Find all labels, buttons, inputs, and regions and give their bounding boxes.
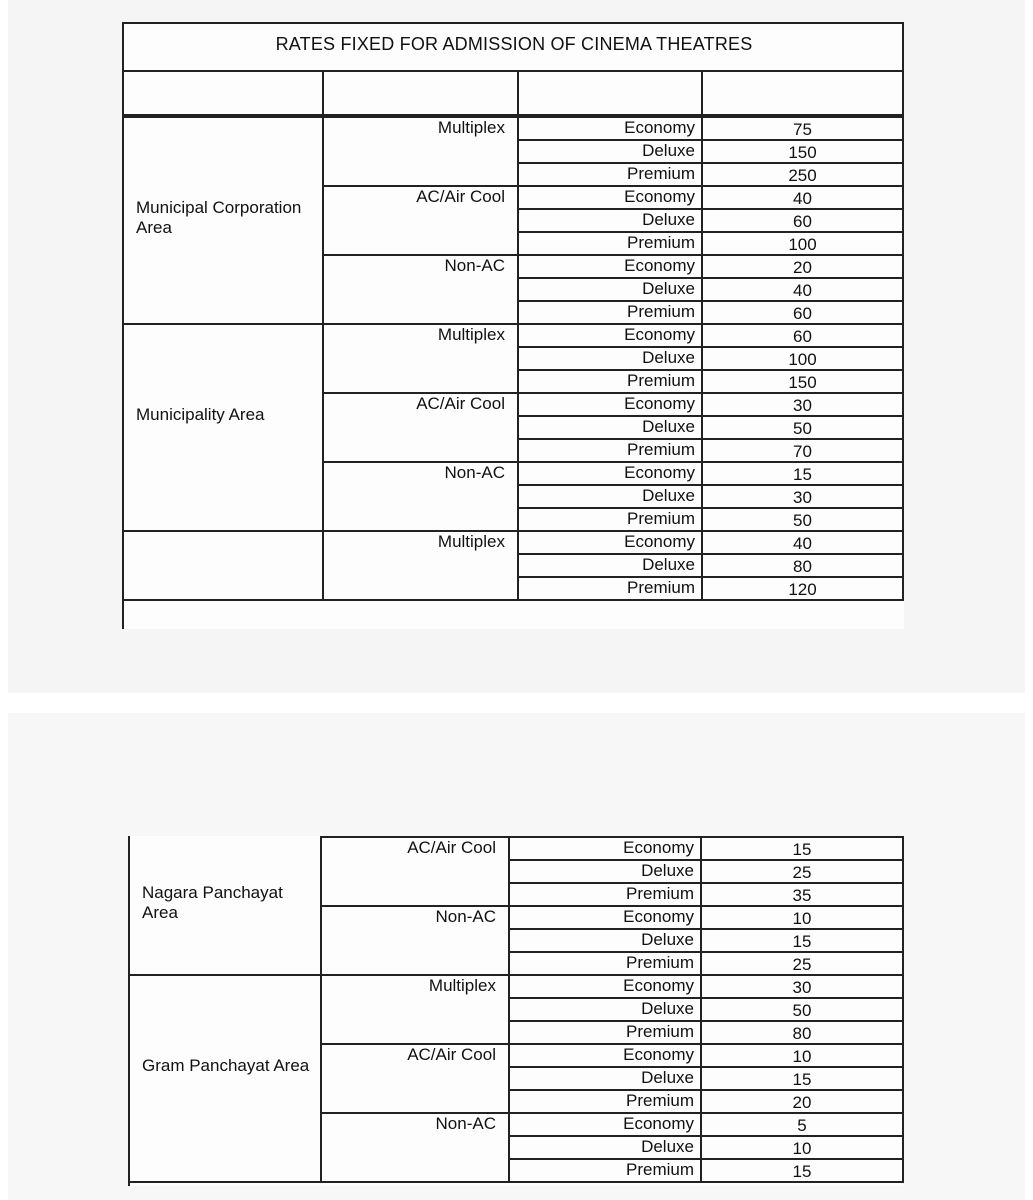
ticket-class-cell: Deluxe — [641, 1068, 694, 1087]
rate-value-cell: 25 — [792, 863, 812, 882]
ticket-class-cell: Deluxe — [642, 417, 695, 436]
theatre-type-label: AC/Air Cool — [407, 1045, 496, 1064]
rates-table-part-1 — [122, 22, 904, 629]
rate-value-cell: 15 — [792, 840, 812, 859]
ticket-class-cell: Deluxe — [642, 279, 695, 298]
rate-value-cell: 120 — [788, 580, 817, 599]
ticket-class-cell: Economy — [624, 187, 695, 206]
rate-value-cell: 20 — [792, 1093, 812, 1112]
geography-separator — [124, 530, 322, 532]
rate-value-cell: 10 — [792, 909, 812, 928]
rate-value-cell: 60 — [793, 327, 812, 346]
rates-table-part-2 — [128, 836, 904, 1186]
geography-label: Nagara Panchayat Area — [142, 883, 283, 922]
ticket-class-cell: Premium — [625, 1091, 694, 1110]
ticket-class-cell: Deluxe — [642, 348, 695, 367]
rate-value-cell: 80 — [793, 557, 812, 576]
rate-value-cell: 60 — [793, 304, 812, 323]
rate-value-cell: 50 — [793, 511, 812, 530]
rate-value-cell: 5 — [797, 1116, 807, 1135]
rate-value-cell: 30 — [793, 396, 812, 415]
geography-separator — [124, 116, 322, 118]
rate-value-cell: 15 — [793, 465, 812, 484]
rate-value-cell: 60 — [793, 212, 812, 231]
geography-separator — [130, 974, 320, 976]
ticket-class-cell: Economy — [624, 325, 695, 344]
theatre-type-label: Multiplex — [428, 976, 496, 995]
ticket-class-cell: Deluxe — [641, 999, 694, 1018]
theatre-type-label: Non-AC — [444, 463, 505, 482]
theatre-type-label: Multiplex — [437, 325, 505, 344]
ticket-class-cell: Economy — [624, 532, 695, 551]
ticket-class-cell: Deluxe — [642, 210, 695, 229]
rate-value-cell: 150 — [788, 373, 817, 392]
right-border — [902, 24, 904, 116]
theatre-type-label: AC/Air Cool — [416, 187, 505, 206]
ticket-class-cell: Economy — [624, 256, 695, 275]
ticket-class-cell: Premium — [626, 578, 695, 597]
rate-value-cell: 100 — [788, 350, 817, 369]
ticket-class-cell: Economy — [624, 394, 695, 413]
ticket-class-cell: Premium — [625, 1160, 694, 1179]
table-title: RATES FIXED FOR ADMISSION OF CINEMA THEATRES — [275, 34, 753, 54]
theatre-type-label: Non-AC — [435, 1114, 496, 1133]
ticket-class-cell: Economy — [623, 838, 694, 857]
ticket-class-cell: Premium — [625, 1022, 694, 1041]
ticket-class-cell: Premium — [626, 509, 695, 528]
rate-value-cell: 15 — [792, 1070, 812, 1089]
rate-value-cell: 75 — [793, 120, 812, 139]
rate-value-cell: 10 — [792, 1047, 812, 1066]
rate-value-cell: 250 — [788, 166, 817, 185]
rate-value-cell: 20 — [793, 258, 812, 277]
rate-value-cell: 15 — [792, 1162, 812, 1181]
theatre-type-label: Multiplex — [437, 118, 505, 137]
ticket-class-cell: Deluxe — [641, 1137, 694, 1156]
geography-label: Gram Panchayat Area — [142, 1055, 310, 1075]
rate-value-cell: 15 — [792, 932, 812, 951]
ticket-class-cell: Deluxe — [641, 930, 694, 949]
geography-label: Municipal Corporation Area — [136, 197, 302, 237]
header-col-divider — [322, 70, 324, 114]
ticket-class-cell: Economy — [623, 1045, 694, 1064]
ticket-class-cell: Deluxe — [641, 861, 694, 880]
ticket-class-cell: Premium — [626, 371, 695, 390]
geography-separator — [124, 323, 322, 325]
rate-value-cell: 40 — [793, 534, 812, 553]
rate-value-cell: 35 — [792, 886, 812, 905]
ticket-class-cell: Economy — [623, 907, 694, 926]
header-col-divider — [701, 70, 703, 114]
ticket-class-cell: Premium — [626, 164, 695, 183]
ticket-class-cell: Premium — [626, 233, 695, 252]
rate-value-cell: 70 — [793, 442, 812, 461]
rate-value-cell: 40 — [793, 281, 812, 300]
rate-value-cell: 40 — [793, 189, 812, 208]
rate-value-cell: 80 — [792, 1024, 812, 1043]
ticket-class-cell: Economy — [623, 1114, 694, 1133]
ticket-class-cell: Deluxe — [642, 141, 695, 160]
rate-value-cell: 50 — [792, 1001, 812, 1020]
ticket-class-cell: Deluxe — [642, 486, 695, 505]
ticket-class-cell: Deluxe — [642, 555, 695, 574]
theatre-type-label: AC/Air Cool — [407, 838, 496, 857]
theatre-type-label: Non-AC — [444, 256, 505, 275]
ticket-class-cell: Premium — [626, 302, 695, 321]
header-top-line — [124, 70, 904, 72]
ticket-class-cell: Premium — [625, 884, 694, 903]
table-bottom-line — [124, 599, 904, 601]
rate-value-cell: 30 — [792, 978, 812, 997]
rate-value-cell: 100 — [788, 235, 817, 254]
ticket-class-cell: Premium — [625, 953, 694, 972]
rate-value-cell: 150 — [788, 143, 817, 162]
header-col-divider — [517, 70, 519, 114]
ticket-class-cell: Economy — [623, 976, 694, 995]
rate-value-cell: 50 — [793, 419, 812, 438]
ticket-class-cell: Premium — [626, 440, 695, 459]
rate-value-cell: 25 — [792, 955, 812, 974]
rate-value-cell: 30 — [793, 488, 812, 507]
rate-value-cell: 10 — [792, 1139, 812, 1158]
ticket-class-cell: Economy — [624, 118, 695, 137]
ticket-class-cell: Economy — [624, 463, 695, 482]
theatre-type-label: AC/Air Cool — [416, 394, 505, 413]
theatre-type-label: Multiplex — [437, 532, 505, 551]
table-bottom-line — [130, 1181, 904, 1183]
geography-label: Municipality Area — [136, 404, 265, 424]
theatre-type-label: Non-AC — [435, 907, 496, 926]
